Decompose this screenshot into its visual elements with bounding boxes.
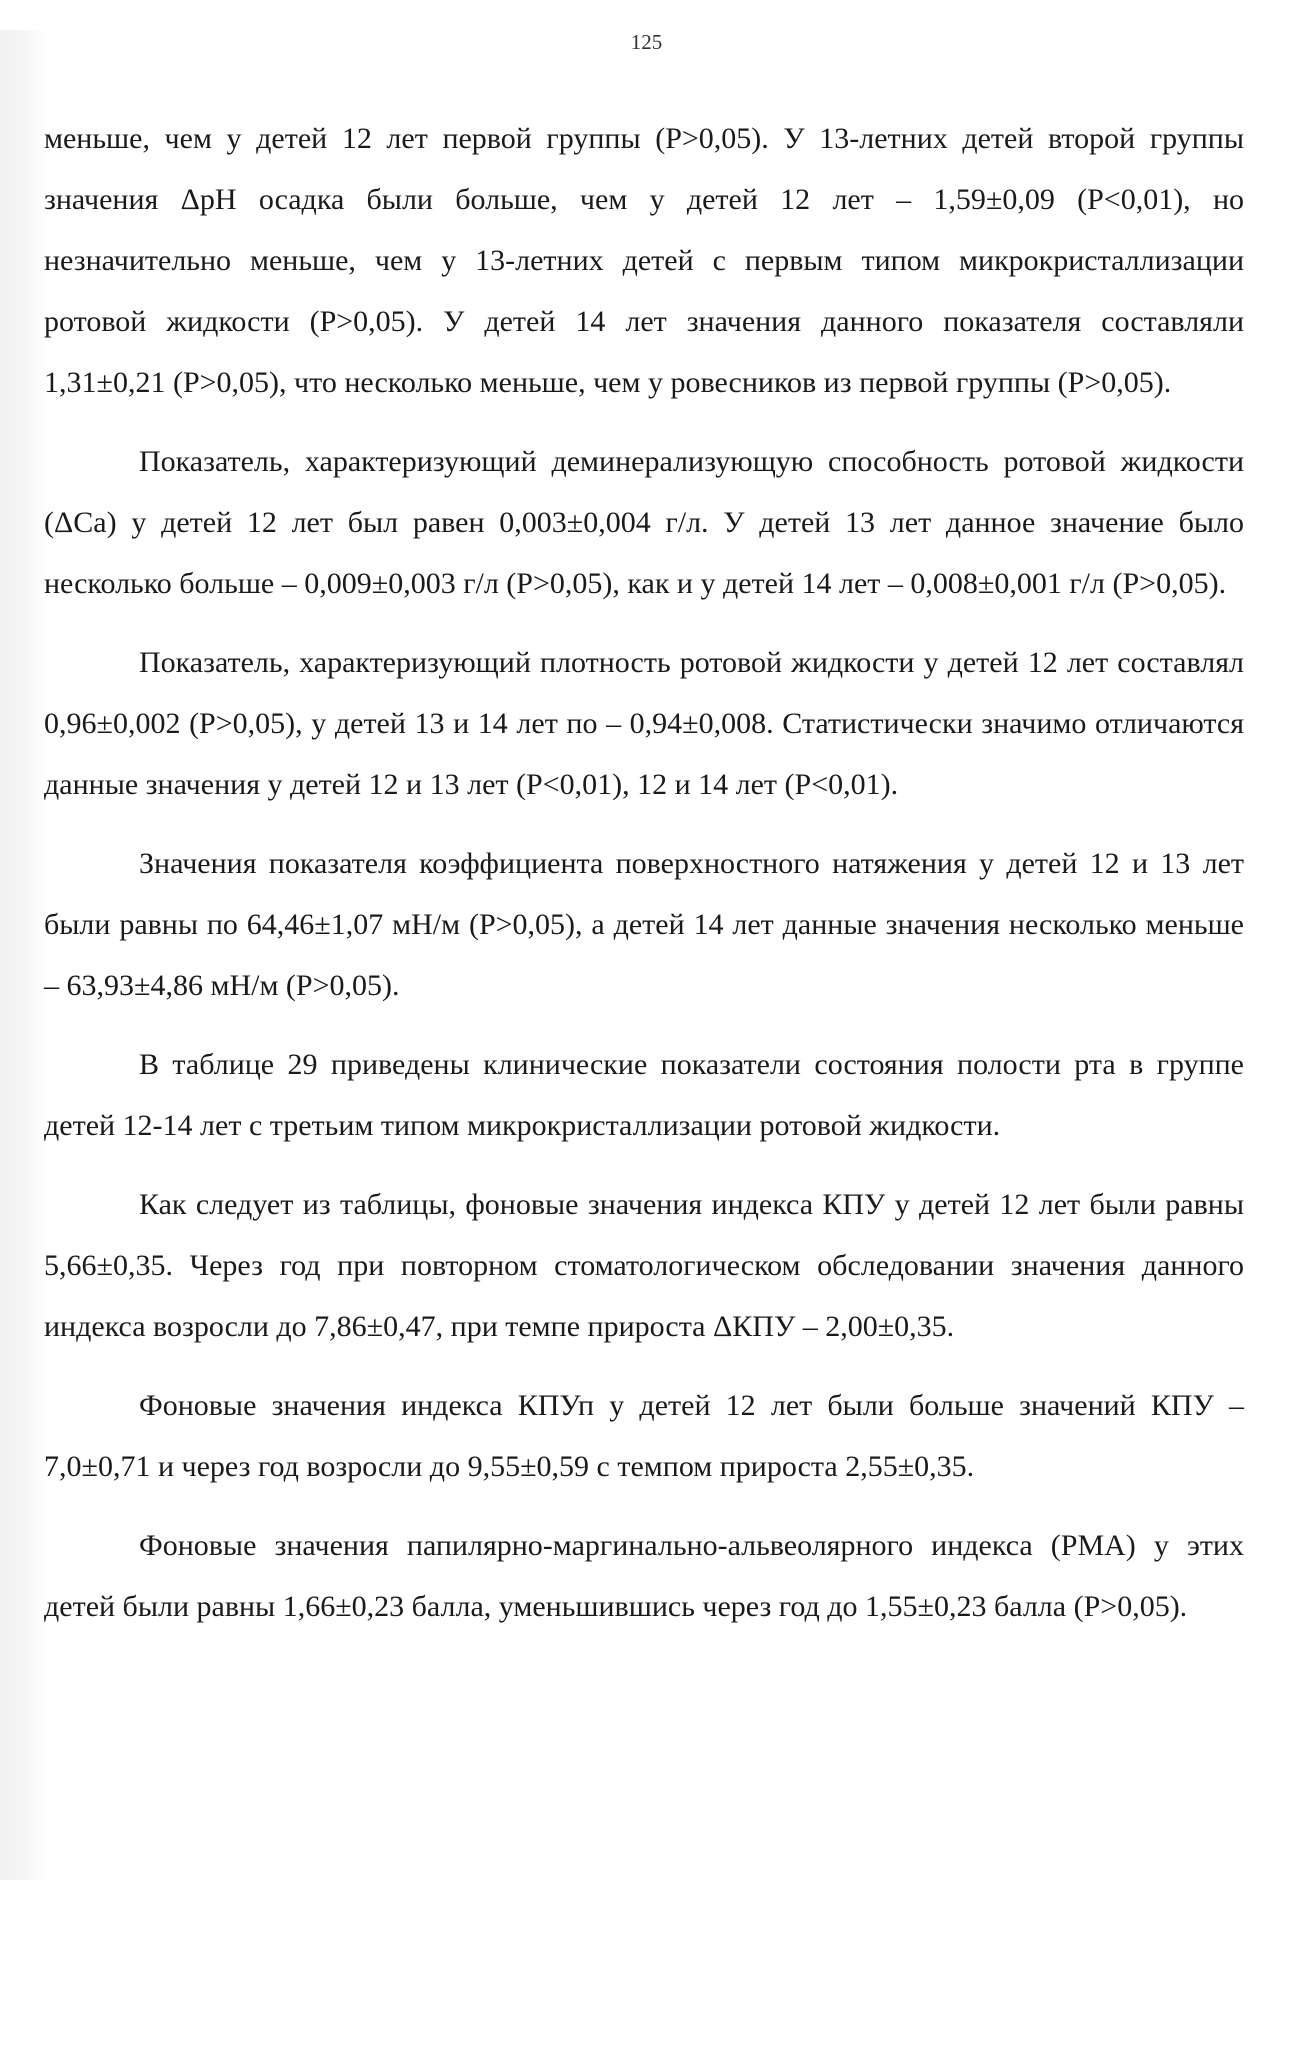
paragraph-4: Значения показателя коэффициента поверхностного натяжения у детей 12 и 13 лет были равны по 64,46±1,07 мН/м (Р>0,05), а детей 14 лет данные значения несколько меньше – 63,93±4,86 мН/м (Р>0,05).	[44, 847, 1244, 1002]
paragraph-1: меньше, чем у детей 12 лет первой группы (Р>0,05). У 13-летних детей второй группы значения ΔрН осадка были больше, чем у детей 12 лет – 1,59±0,09 (Р<0,01), но незначительно меньше, чем у 13-летних детей с первым типом микрокристаллизации ротовой жидкости (Р>0,05). У детей 14 лет значения данного показателя составляли 1,31±0,21 (Р>0,05), что несколько меньше, чем у ровесников из первой группы (Р>0,05).	[44, 122, 1244, 399]
paragraph-7: Фоновые значения индекса КПУп у детей 12 лет были больше значений КПУ – 7,0±0,71 и через год возросли до 9,55±0,59 с темпом прироста 2,55±0,35.	[44, 1389, 1244, 1483]
page-number: 125	[630, 30, 663, 54]
paragraph-6: Как следует из таблицы, фоновые значения индекса КПУ у детей 12 лет были равны 5,66±0,35. Через год при повторном стоматологическом обследовании значения данного индекса возросли до 7,86±0,47, при темпе прироста ΔКПУ – 2,00±0,35.	[44, 1188, 1244, 1343]
paragraph-3: Показатель, характеризующий плотность ротовой жидкости у детей 12 лет составлял 0,96±0,002 (Р>0,05), у детей 13 и 14 лет по – 0,94±0,008. Статистически значимо отличаются данные значения у детей 12 и 13 лет (Р<0,01), 12 и 14 лет (Р<0,01).	[44, 646, 1244, 801]
page-body	[44, 108, 1244, 1655]
paragraph-5: В таблице 29 приведены клинические показатели состояния полости рта в группе детей 12-14 лет с третьим типом микрокристаллизации ротовой жидкости.	[44, 1048, 1244, 1142]
scan-shadow-edge	[0, 30, 46, 1880]
paragraph-2: Показатель, характеризующий деминерализующую способность ротовой жидкости (ΔСа) у детей 12 лет был равен 0,003±0,004 г/л. У детей 13 лет данное значение было несколько больше – 0,009±0,003 г/л (Р>0,05), как и у детей 14 лет – 0,008±0,001 г/л (Р>0,05).	[44, 445, 1244, 600]
paragraph-8: Фоновые значения папилярно-маргинально-альвеолярного индекса (РМА) у этих детей были равны 1,66±0,23 балла, уменьшившись через год до 1,55±0,23 балла (Р>0,05).	[44, 1529, 1244, 1623]
